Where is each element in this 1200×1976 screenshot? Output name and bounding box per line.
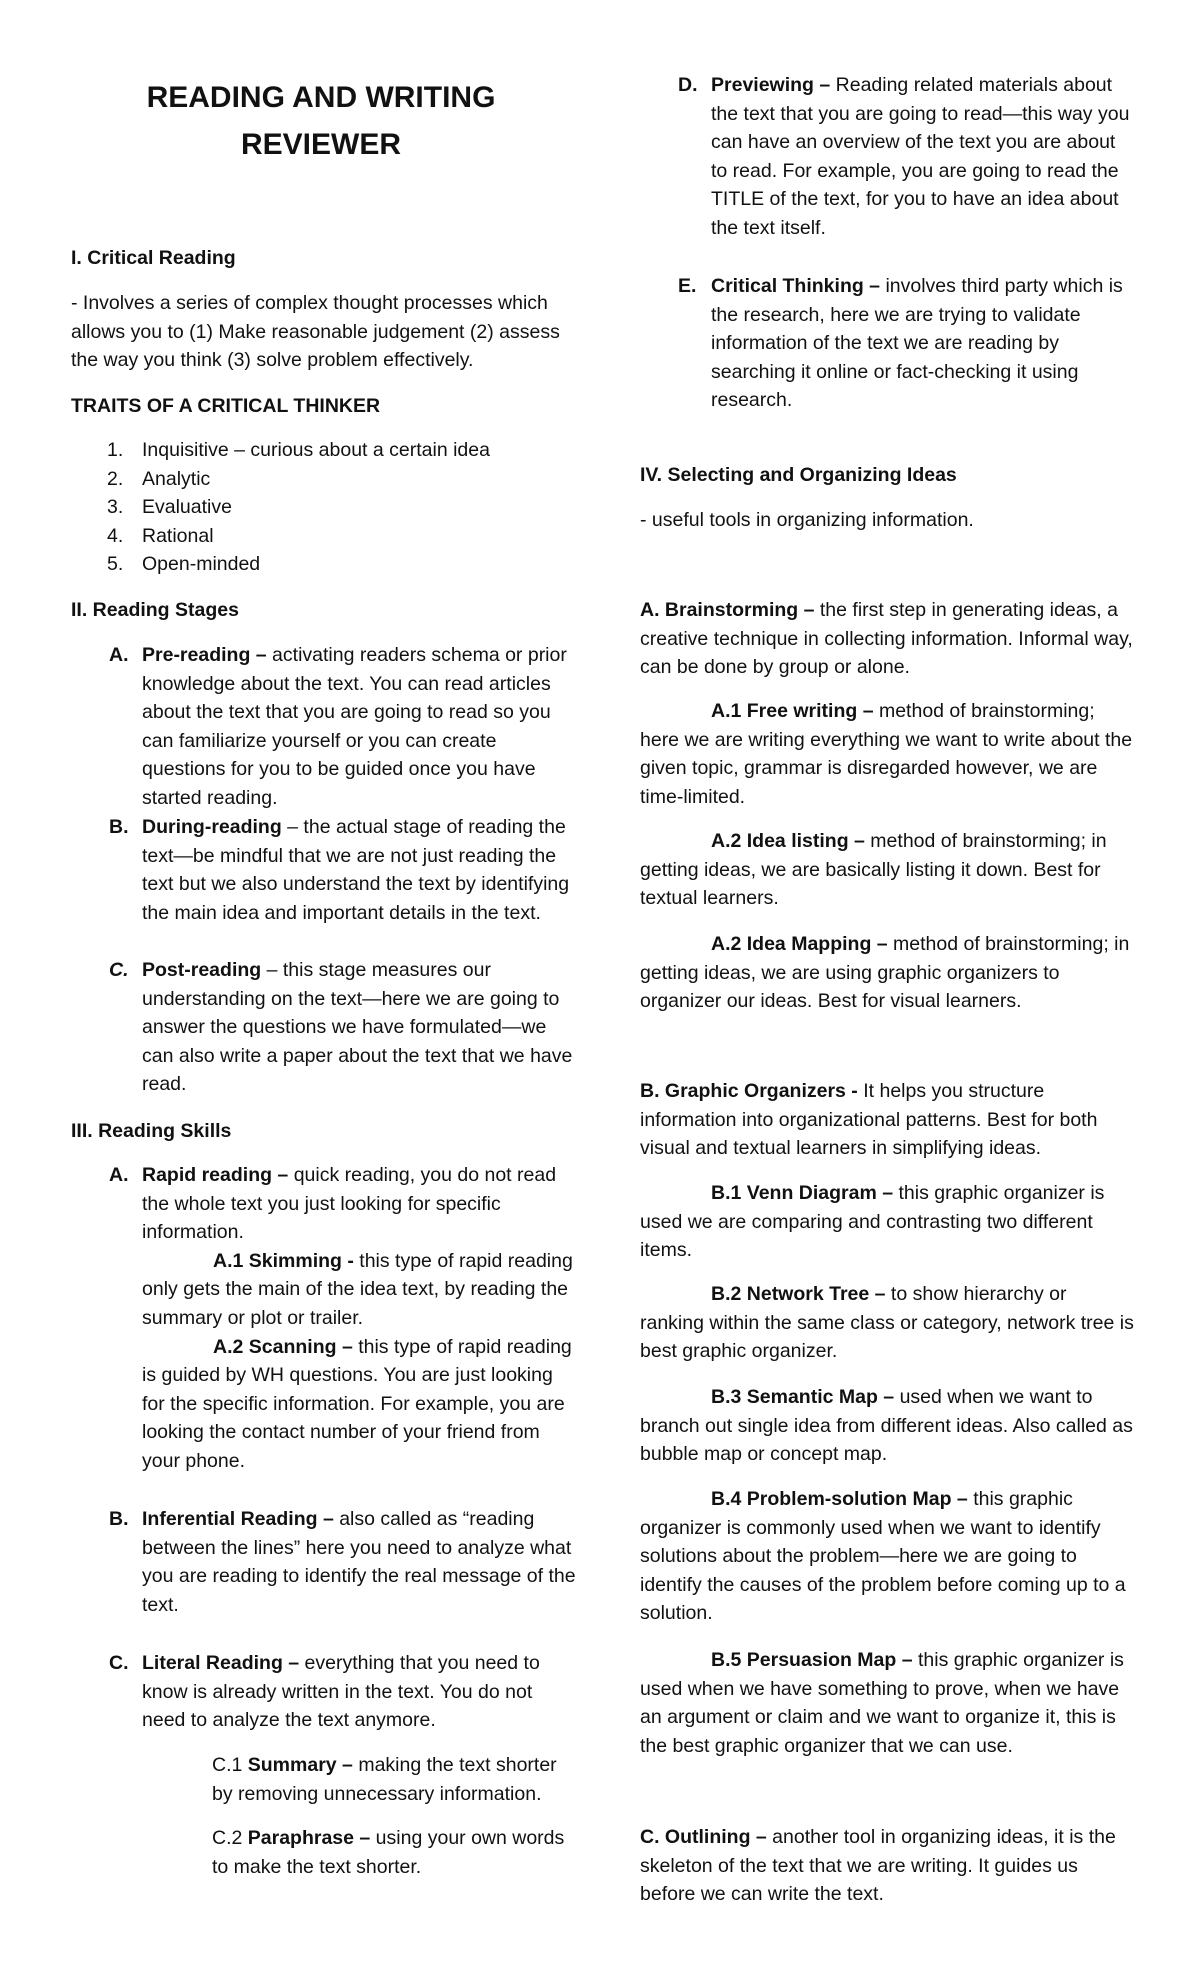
organizer-problem-solution-map: B.4 Problem-solution Map – this graphic organizer is commonly used when we want to identify solutions about the problem—here we are going to identify the causes of the problem before coming up to a solution. — [640, 1488, 1126, 1625]
selecting-organizing-description: - useful tools in organizing information. — [640, 509, 974, 531]
skill-rapid-reading: A. Rapid reading – quick reading, you do not read the whole text you just looking for specific information. A.1 Skimming - this type of rapid reading only gets the main of the idea text, by reading the summary or plot or trailer. A.2 Scanning – this type of rapid reading is guided by WH questions. You are just looking for the specific information. For example, you are looking the contact number of your friend from your phone. — [71, 1161, 576, 1476]
organizer-persuasion-map: B.5 Persuasion Map – this graphic organizer is used when we have something to prove, when we have an argument or claim and we want to organize it, this is the best graphic organizer that we can use. — [640, 1649, 1124, 1757]
section-heading-critical-reading: I. Critical Reading — [71, 247, 236, 269]
stage-post-reading: C. Post-reading – this stage measures our understanding on the text—here we are going to answer the questions we have formulated—we can also write a paper about the text that we have read. — [109, 959, 573, 1096]
organizer-semantic-map: B.3 Semantic Map – used when we want to branch out single idea from different ideas. Also called as bubble map or concept map. — [640, 1386, 1133, 1466]
title-line-2: REVIEWER — [240, 128, 402, 161]
list-item: 4. Rational — [107, 524, 214, 547]
stage-during-reading: B. During-reading – the actual stage of reading the text—be mindful that we are not just reading the text but we also understand the text by identifying the main idea and important details in the text. — [109, 816, 570, 924]
skill-literal-reading: C. Literal Reading – everything that you need to know is already written in the text. You do not need to analyze the text anymore. — [109, 1652, 540, 1732]
title-line-1: READING AND WRITING — [146, 81, 496, 114]
traits-heading: TRAITS OF A CRITICAL THINKER — [71, 395, 381, 417]
organizer-network-tree: B.2 Network Tree – to show hierarchy or ranking within the same class or category, network tree is best graphic organizer. — [640, 1283, 1134, 1363]
tool-idea-listing: A.2 Idea listing – method of brainstorming; in getting ideas, we are basically listing it down. Best for textual learners. — [640, 830, 1107, 910]
tool-graphic-organizers: B. Graphic Organizers - It helps you structure information into organizational patterns. Best for both visual and textual learners in simplifying ideas. — [640, 1080, 1098, 1160]
traits-list — [71, 436, 576, 579]
organizer-venn-diagram: B.1 Venn Diagram – this graphic organizer is used we are comparing and contrasting two different items. — [640, 1182, 1105, 1262]
skill-summary: C.1 Summary – making the text shorter by removing unnecessary information. — [212, 1754, 557, 1805]
tool-free-writing: A.1 Free writing – method of brainstorming; here we are writing everything we want to write about the given topic, grammar is disregarded however, we are time-limited. — [640, 700, 1133, 808]
skill-scanning: A.2 Scanning – this type of rapid reading is guided by WH questions. You are just looking for the specific information. For example, you are looking the contact number of your friend from your phone. — [142, 1335, 572, 1472]
list-item: 1. Inquisitive – curious about a certain idea — [107, 439, 490, 461]
tool-idea-mapping: A.2 Idea Mapping – method of brainstorming; in getting ideas, we are using graphic organizers to organizer our ideas. Best for visual learners. — [640, 933, 1130, 1013]
skill-inferential-reading: B. Inferential Reading – also called as “reading between the lines” here you need to analyze what you are reading to identify the real message of the text. — [109, 1508, 576, 1616]
list-item: 5. Open-minded — [107, 553, 261, 576]
section-heading-selecting-organizing: IV. Selecting and Organizing Ideas — [640, 464, 957, 486]
section-heading-reading-stages: II. Reading Stages — [71, 599, 239, 621]
stage-previewing: D. Previewing – Reading related materials about the text that you are going to read—this way you can have an overview of the text you are about to read. For example, you are going to read the TITLE of the text, for you to have an idea about the text itself. — [678, 74, 1130, 239]
section-heading-reading-skills: III. Reading Skills — [71, 1120, 232, 1142]
stage-pre-reading: A. Pre-reading – activating readers schema or prior knowledge about the text. You can read articles about the text that you are going to read so you can familiarize yourself or you can create questions for you to be guided once you have started reading. — [109, 644, 567, 809]
skill-skimming: A.1 Skimming - this type of rapid reading only gets the main of the idea text, by reading the summary or plot or trailer. — [142, 1249, 573, 1329]
document-title — [71, 74, 571, 168]
tool-brainstorming: A. Brainstorming – the first step in generating ideas, a creative technique in collecting information. Informal way, can be done by group or alone. — [640, 599, 1133, 679]
stage-critical-thinking: E. Critical Thinking – involves third party which is the research, here we are trying to validate information of the text we are reading by searching it online or fact-checking it using research. — [678, 275, 1123, 412]
critical-reading-description: - Involves a series of complex thought processes which allows you to (1) Make reasonable judgement (2) assess the way you think (3) solve problem effectively. — [71, 292, 560, 372]
list-item: 2. Analytic — [107, 467, 211, 490]
skill-paraphrase: C.2 Paraphrase – using your own words to make the text shorter. — [212, 1827, 565, 1878]
list-item: 3. Evaluative — [107, 496, 232, 519]
tool-outlining: C. Outlining – another tool in organizing ideas, it is the skeleton of the text that we are writing. It guides us before we can write the text. — [640, 1826, 1116, 1906]
